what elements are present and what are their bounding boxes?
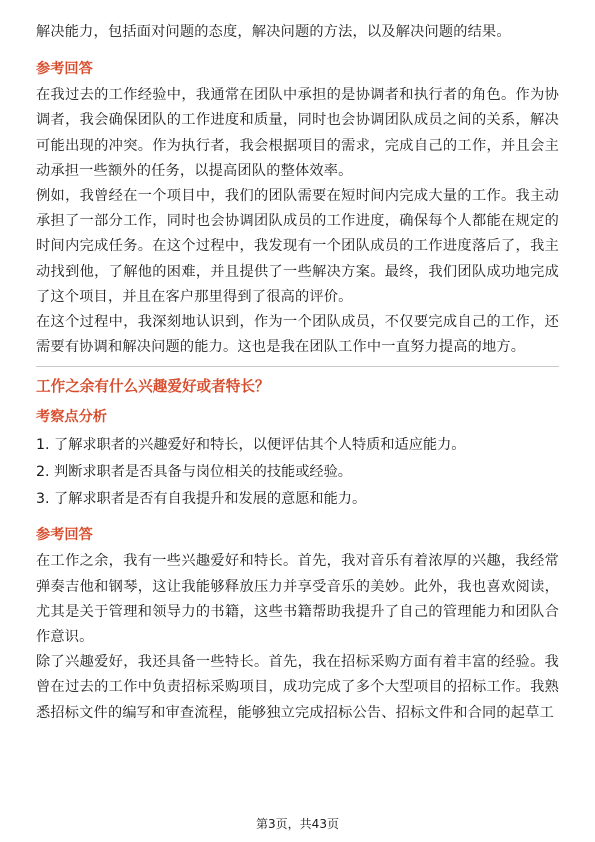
continued-paragraph: 解决能力，包括面对问题的态度，解决问题的方法，以及解决问题的结果。 [36, 24, 511, 40]
answer-label-2: 参考回答 [36, 527, 93, 544]
answer-paragraph: 例如，我曾经在一个项目中，我们的团队需要在短时间内完成大量的工作。我主动承担了一部分工作，同时也会协调团队成员的工作进度，确保每个人都能在规定的时间内完成任务。在这个过程中，我发现有一个团队成员的工作进度落后了，我主动找到他，了解他的困难，并且提供了一些解决方案。最终，我们团队成功地完成了这个项目，并且在客户那里得到了很高的评价。 [36, 188, 559, 305]
answer-paragraph: 在工作之余，我有一些兴趣爱好和特长。首先，我对音乐有着浓厚的兴趣，我经常弹奏吉他和钢琴，这让我能够释放压力并享受音乐的美妙。此外，我也喜欢阅读，尤其是关于管理和领导力的书籍，这些书籍帮助我提升了自己的管理能力和团队合作意识。 [36, 553, 559, 646]
question-heading: 工作之余有什么兴趣爱好或者特长？ [36, 378, 270, 396]
answer-label-1: 参考回答 [36, 61, 93, 78]
answer-paragraph: 在我过去的工作经验中，我通常在团队中承担的是协调者和执行者的角色。作为协调者，我会确保团队的工作进度和质量，同时也会协调团队成员之间的关系，解决可能出现的冲突。作为执行者，我会根据项目的需求，完成自己的工作，并且会主动承担一些额外的任务，以提高团队的整体效率。 [36, 87, 559, 179]
answer-paragraph: 除了兴趣爱好，我还具备一些特长。首先，我在招标采购方面有着丰富的经验。我曾在过去的工作中负责招标采购项目，成功完成了多个大型项目的招标工作。我熟悉招标文件的编写和审查流程，能够独立完成招标公告、招标文件和合同的起草工 [36, 654, 559, 721]
analysis-label: 考察点分析 [36, 409, 107, 426]
analysis-item: 1. 了解求职者的兴趣爱好和特长，以便评估其个人特质和适应能力。 [36, 437, 466, 454]
page-footer: 第3页，共43页 [256, 817, 339, 831]
section-divider [36, 366, 559, 367]
document-page [36, 20, 559, 726]
answer-paragraph: 在这个过程中，我深刻地认识到，作为一个团队成员，不仅要完成自己的工作，还需要有协调和解决问题的能力。这也是我在团队工作中一直努力提高的地方。 [36, 314, 559, 356]
analysis-item: 3. 了解求职者是否有自我提升和发展的意愿和能力。 [36, 491, 367, 508]
analysis-item: 2. 判断求职者是否具备与岗位相关的技能或经验。 [36, 464, 352, 481]
